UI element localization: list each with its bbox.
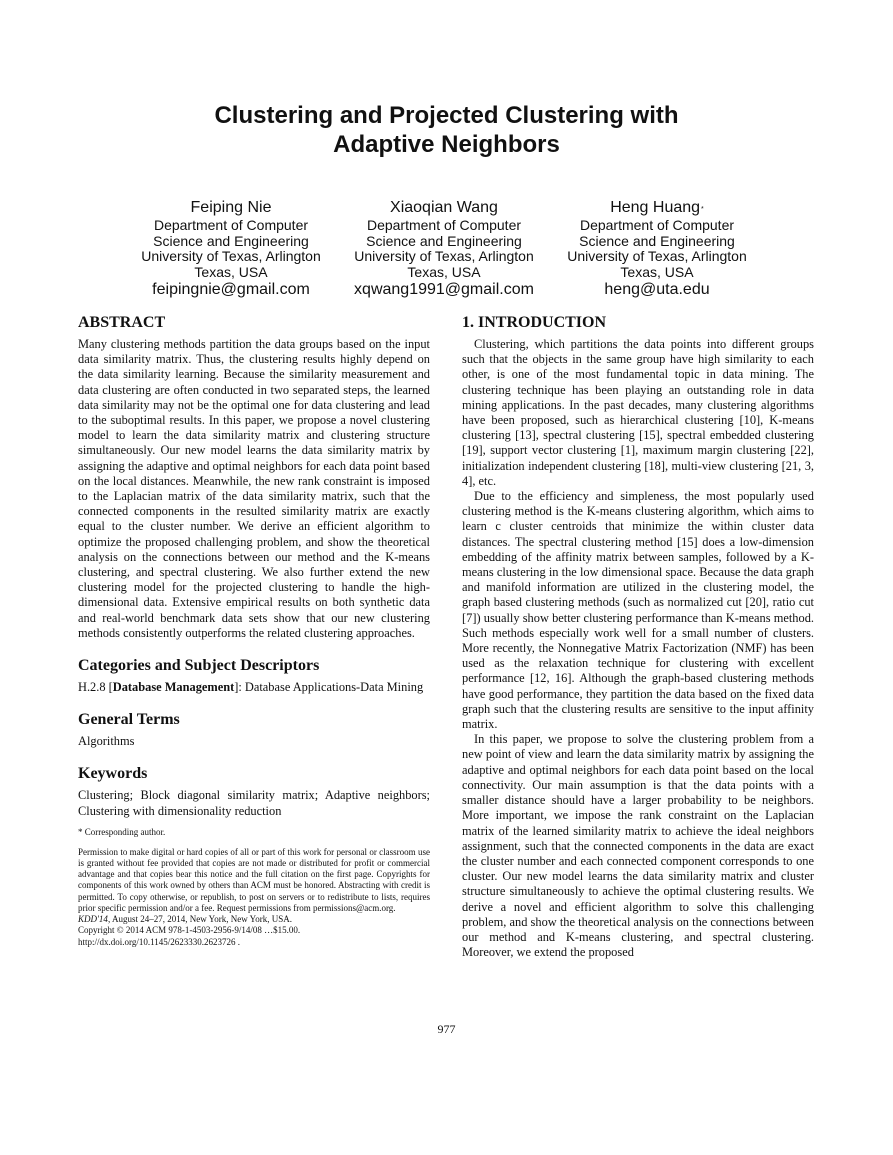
general-terms-heading: General Terms: [78, 711, 180, 729]
keywords-text: Clustering; Block diagonal similarity matrix; Adaptive neighbors; Clustering with dimensionality reduction: [78, 788, 430, 818]
author-name: Feiping Nie: [190, 199, 272, 216]
page-number: 977: [437, 1022, 456, 1036]
author-affiliation-line: Science and Engineering: [366, 232, 522, 249]
author-name: Heng Huang*: [610, 199, 704, 216]
corresponding-author-footnote: * Corresponding author.: [78, 826, 166, 837]
author-block-1: [131, 198, 331, 299]
author-name: Xiaoqian Wang: [390, 199, 498, 216]
intro-paragraph-3: In this paper, we propose to solve the clustering problem from a new point of view and learn the data similarity matrix by assigning the adaptive and optimal neighbors for each data point based on the local connectivity. Our main assumption is that the data points with a smaller distance should have a larger probability to be neighbors. More important, we impose the rank constraint on the Laplacian matrix of the learned similarity matrix to achieve the ideal neighbors assignment, such that the connected components in the data are exact the cluster number and each connected component corresponds to one cluster. Our new model learns the data similarity matrix and cluster structure simultaneously to achieve the optimal clustering results. We derive a novel and efficient algorithm to solve this challenging problem, and show the theoretical analysis on the connections between our method and K-means clustering, and spectral clustering. Moreover, we extend the proposed: [462, 732, 814, 960]
venue-line: KDD'14, August 24–27, 2014, New York, New York, USA.: [78, 914, 292, 925]
keywords-heading: Keywords: [78, 765, 148, 783]
permission-notice: Permission to make digital or hard copies of all or part of this work for personal or classroom use is granted without fee provided that copies are not made or distributed for profit or commercial advantage and that copies bear this notice and the full citation on the first page. Copyrights for components of this work owned by others than ACM must be honored. Abstracting with credit is permitted. To copy otherwise, or republish, to post on servers or to redistribute to lists, requires prior specific permission and/or a fee. Request permissions from permissions@acm.org.: [78, 846, 430, 913]
author-affiliation-line: Texas, USA: [194, 263, 268, 280]
categories-text: H.2.8 [Database Management]: Database Applications-Data Mining: [78, 680, 424, 695]
general-terms-text: Algorithms: [78, 734, 135, 749]
introduction-heading: 1. INTRODUCTION: [462, 314, 607, 331]
right-column: [462, 313, 814, 960]
title-line-2: Adaptive Neighbors: [333, 131, 560, 158]
author-affiliation-line: Science and Engineering: [153, 232, 309, 249]
author-affiliation-line: Department of Computer: [153, 217, 309, 233]
paper-title: [150, 101, 743, 159]
author-block-3: [557, 198, 757, 299]
author-affiliation-line: University of Texas, Arlington: [141, 248, 321, 264]
author-email[interactable]: xqwang1991@gmail.com: [354, 281, 534, 298]
doi-link[interactable]: http://dx.doi.org/10.1145/2623330.2623726 .: [78, 936, 241, 947]
author-affiliation-line: University of Texas, Arlington: [354, 248, 534, 264]
author-block-2: [344, 198, 544, 299]
title-line-1: Clustering and Projected Clustering with: [214, 102, 679, 129]
author-email[interactable]: heng@uta.edu: [604, 281, 710, 298]
author-affiliation-line: Science and Engineering: [579, 232, 735, 249]
author-affiliation-line: Texas, USA: [407, 263, 481, 280]
copyright-line: Copyright © 2014 ACM 978-1-4503-2956-9/14/08 …$15.00.: [78, 925, 301, 936]
author-affiliation-line: Department of Computer: [366, 217, 522, 233]
author-affiliation-line: Department of Computer: [579, 217, 735, 233]
abstract-heading: ABSTRACT: [78, 314, 166, 331]
intro-paragraph-1: Clustering, which partitions the data points into different groups such that the objects in the same group have high similarity to each other, is one of the most fundamental topic in data mining. The clustering technique has been playing an outstanding role in data mining applications. In the past decades, many clustering algorithms have been proposed, such as hierarchical clustering [10], K-means clustering [13], spectral clustering [15], spectral embedded clustering [19], support vector clustering [1], maximum margin clustering [22], initialization independent clustering [18], multi-view clustering [21, 3, 4], etc.: [462, 337, 814, 488]
categories-heading: Categories and Subject Descriptors: [78, 657, 320, 675]
author-email[interactable]: feipingnie@gmail.com: [152, 281, 310, 298]
copyright-block: [78, 847, 430, 948]
author-affiliation-line: University of Texas, Arlington: [567, 248, 747, 264]
corresponding-author-marker: *: [701, 206, 704, 213]
abstract-text: Many clustering methods partition the data groups based on the input data similarity matrix. Thus, the clustering results highly depend on the data similarity learning. Because the similarity measurement and data clustering are often conducted in two separated steps, the learned data similarity may not be the optimal one for data clustering and lead to the suboptimal results. In this paper, we propose a novel clustering model to learn the data similarity matrix and clustering structure simultaneously. Our new model learns the data similarity matrix by assigning the adaptive and optimal neighbors for each data point based on the local distances. Meanwhile, the new rank constraint is imposed to the Laplacian matrix of the data similarity matrix, such that the connected components in the resulted similarity matrix are exactly equal to the cluster number. We derive an efficient algorithm to optimize the proposed challenging problem, and show the theoretical analysis on the connections between our method and the K-means clustering, and spectral clustering. We also further extend the new clustering model for the projected clustering to handle the high-dimensional data. Extensive empirical results on both synthetic data and real-world benchmark data sets show that our new clustering methods consistently outperforms the related clustering approaches.: [78, 337, 430, 640]
author-affiliation-line: Texas, USA: [620, 263, 694, 280]
left-column: [78, 313, 430, 948]
intro-paragraph-2: Due to the efficiency and simpleness, the most popularly used clustering method is the K-means clustering algorithm, which aims to learn c cluster centroids that minimize the within cluster data distances. The spectral clustering method [15] does a low-dimension embedding of the affinity matrix between samples, followed by a K-means clustering in the low dimensional space. Because the data graph and manifold information are utilized in the clustering model, the graph based clustering methods (such as normalized cut [20], ratio cut [7]) usually show better clustering performance than K-means method. Such methods especially work well for a small number of clusters. More recently, the Nonnegative Matrix Factorization (NMF) has been used as the relaxation technique for clustering with excellent performance [12, 16]. Although the graph-based clustering methods have good performance, they partition the data based on the fixed data graph such that the clustering results are sensitive to the input affinity matrix.: [462, 489, 814, 732]
